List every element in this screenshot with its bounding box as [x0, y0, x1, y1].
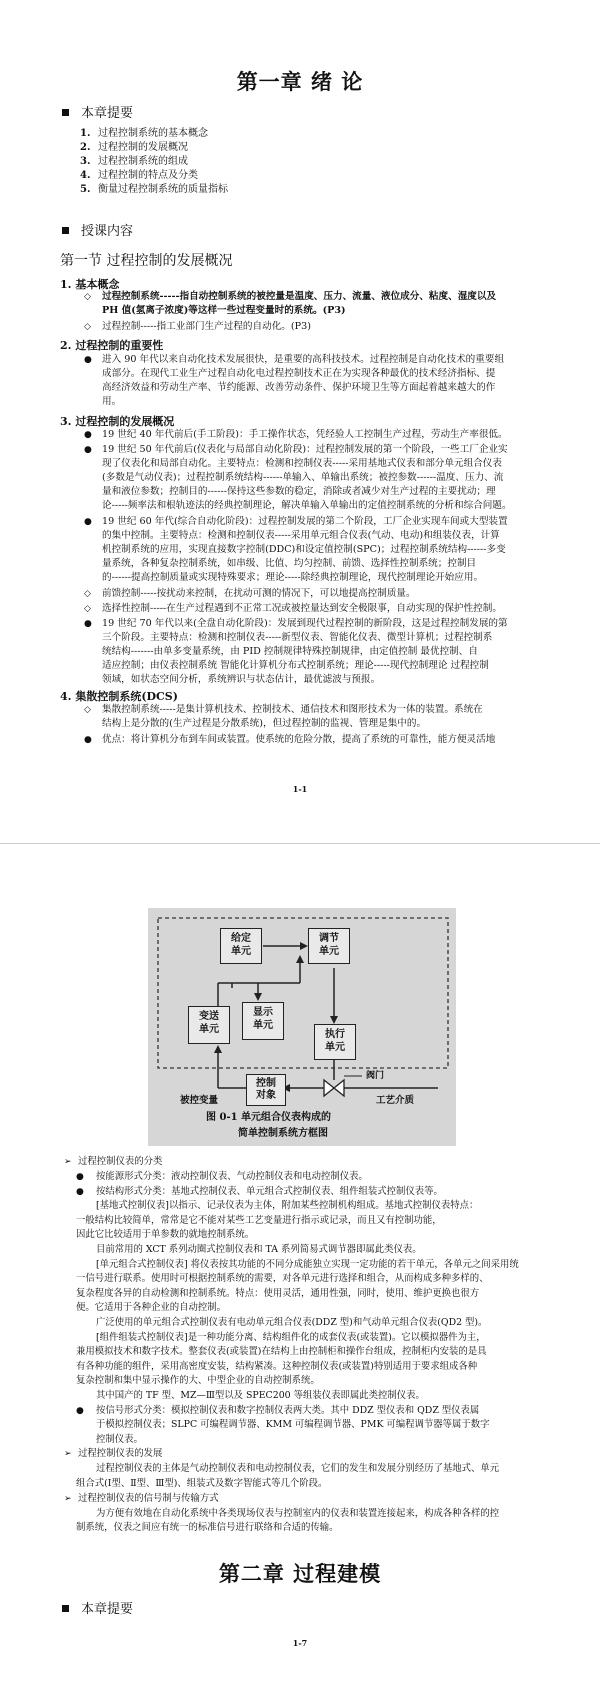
diamond-bullet-icon: ◇ — [84, 322, 91, 332]
s4-bullet-2: 优点：将计算机分布到车间或装置。使系统的危险分散，提高了系统的可靠性，能方便灵活地 — [102, 734, 496, 745]
summary-item-text: 过程控制系统的基本概念 — [98, 128, 208, 139]
dot-bullet-icon: ● — [84, 619, 92, 629]
dot-bullet-icon: ● — [84, 430, 92, 440]
s4-bullet-1 — [102, 703, 552, 731]
page2-line-text: 其中国产的 TF 型、MZ—Ⅲ型以及 SPEC200 等组装仪表即属此类控制仪表。 — [96, 1390, 425, 1401]
page-number: 1-1 — [292, 784, 308, 794]
subsection-4-title: 4. 集散控制系统(DCS) — [60, 690, 178, 703]
summary-list — [80, 127, 228, 197]
s4b1-line: 结构上是分散的(生产过程是分散系统)，但过程控制的监视、管理是集中的。 — [102, 718, 427, 729]
diamond-bullet-icon: ◇ — [84, 705, 91, 715]
page2-line-text: 于模拟控制仪表；SLPC 可编程调节器、KMM 可编程调节器、PMK 可编程调节器等属于数字 — [96, 1419, 490, 1431]
s3b6-line: 三个阶段。主要特点：检测和控制仪表-----新型仪表、智能化仪表、微型计算机；过程控制系 — [102, 632, 493, 643]
teaching-heading — [62, 220, 133, 239]
process-object-box: 控制 对象 — [246, 1074, 286, 1106]
page-divider — [0, 843, 600, 844]
dot-bullet-icon: ● — [76, 1405, 84, 1416]
s4b1-line: 集散控制系统-----是集计算机技术、控制技术、通信技术和图形技术为一体的装置。系统在 — [102, 704, 483, 715]
arrow-bullet-icon: ➢ — [64, 1157, 72, 1167]
s3b2-line: (多数是气动仪表)；过程控制系统结构------单输入、单输出系统；被控参数------温度、压力、流 — [102, 472, 504, 483]
s3b2-line: 量和液位参数；控制目的------保持这些参数的稳定，消除或者减少对生产过程的主要扰动；理 — [102, 486, 496, 497]
page2-line-text: 兼用模拟技术和数字技术。整套仪表(或装置)在结构上由控制柜和操作台组成，控制柜内安装的是具 — [76, 1346, 487, 1358]
dot-bullet-icon: ● — [84, 735, 92, 745]
chapter2-title: 第二章 过程建模 — [218, 1561, 382, 1586]
display-unit-box: 显示 单元 — [242, 1002, 284, 1040]
s3b2-line: 论-----频率法和根轨迹法的经典控制理论，解决单输入单输出的定值控制系统的分析和综合问题。 — [102, 500, 512, 511]
s3b3-line: 机控制系统的应用，实现直接数字控制(DDC)和设定值控制(SPC)；过程控制系统结构------多变 — [102, 544, 506, 555]
s3b6-line: 领域，如状态空间分析，系统辨识与状态估计，最优滤波与预报。 — [102, 674, 381, 685]
summary-item-number: 1. — [80, 128, 91, 139]
process-medium-label: 工艺介质 — [376, 1095, 415, 1106]
summary-item-text: 过程控制的特点及分类 — [98, 170, 198, 181]
dot-bullet-icon: ● — [84, 445, 92, 455]
summary-item-number: 2. — [80, 142, 91, 153]
page2-line-text: 组合式(Ⅰ型、Ⅱ型、Ⅲ型)、组装式及数字智能式等几个阶段。 — [76, 1478, 328, 1489]
s1-b1-line2: PH 值(氢离子浓度)等这样一些过程变量时的系统。(P3) — [102, 305, 346, 316]
s2p-line: 进入 90 年代以来自动化技术发展很快，是重要的高科技技术。过程控制是自动化技术的重要组 — [102, 354, 505, 365]
page2-line-text: 复杂控制和集中显示操作的大、中型企业的自动控制系统。 — [76, 1375, 320, 1387]
teaching-heading-text: 授课内容 — [81, 224, 134, 239]
page2-line-text: 控制仪表。 — [96, 1433, 143, 1445]
actuator-unit-box: 执行 单元 — [314, 1024, 356, 1060]
s2-paragraph — [102, 353, 552, 409]
s2p-line: 成部分。在现代工业生产过程自动化电过程控制技术正在为实现各种最优的技术经济指标、提 — [102, 368, 496, 379]
square-bullet-icon — [62, 227, 69, 234]
arrow-bullet-icon: ➢ — [64, 1493, 72, 1504]
square-bullet-icon — [62, 109, 69, 116]
s3-bullet-4: 前馈控制-----按扰动来控制，在扰动可测的情况下，可以地提高控制质量。 — [102, 588, 416, 599]
valve-label: 阀门 — [366, 1071, 385, 1081]
s1-bullet-1 — [102, 290, 542, 318]
page2-line-text: 为方便有效地在自动化系统中各类现场仪表与控制室内的仪表和装置连接起来，构成各种各样的控 — [96, 1507, 500, 1519]
block-diagram-figure — [148, 908, 456, 1146]
s3b2-line: 现了仪表化和局部自动化。主要特点：检测和控制仪表-----采用基地式仪表和部分单元组合仪表 — [102, 458, 502, 469]
s3b6-line: 19 世纪 70 年代以来(全盘自动化阶段)：发展到现代过程控制的新阶段，这是过程控制发展的第 — [102, 618, 508, 629]
s3-bullet-1: 19 世纪 40 年代前后(手工阶段)：手工操作状态，凭经验人工控制生产过程，劳动生产率很低。 — [102, 429, 508, 440]
page2-line-text: 按结构形式分类：基地式控制仪表、单元组合式控制仪表、组件组装式控制仪表等。 — [96, 1185, 443, 1197]
diamond-bullet-icon: ◇ — [84, 604, 91, 614]
page2-line-text: 广泛使用的单元组合式控制仪表有电动单元组合仪表(DDZ 型)和气动单元组合仪表(QD2 型)。 — [96, 1317, 488, 1328]
page2-line-text: 有各种功能的组件，采用高密度安装，结构紧凑。这种控制仪表(或装置)特别适用于要求组成各种 — [76, 1360, 478, 1372]
s3b3-line: 的集中控制。主要特点：检测和控制仪表-----采用单元组合仪表(气动、电动)和组装仪表，计算 — [102, 530, 500, 541]
s3b3-line: 19 世纪 60 年代(综合自动化阶段)：过程控制发展的第二个阶段，工厂企业实现车间或大型装置 — [102, 516, 508, 527]
summary-item — [80, 155, 228, 169]
s3b3-line: 量系统，各种复杂控制系统，如串级、比值、均匀控制、前馈、选择性控制系统；控制目 — [102, 558, 477, 569]
page2-line-text: 按信号形式分类：模拟控制仪表和数字控制仪表两大类。其中 DDZ 型仪表和 QDZ 型仪表属 — [96, 1404, 480, 1416]
dot-bullet-icon: ● — [76, 1172, 84, 1182]
transmitter-unit-box: 变送 单元 — [188, 1006, 230, 1044]
summary-heading-text: 本章提要 — [81, 106, 134, 121]
summary-item-number: 3. — [80, 156, 91, 167]
regulator-unit-box: 调节 单元 — [308, 928, 350, 964]
s3b6-line: 适应控制；由仪表控制系统 智能化计算机分布式控制系统；理论-----现代控制理论 过程控制 — [102, 660, 489, 671]
diamond-bullet-icon: ◇ — [84, 292, 91, 302]
subsection-1-title: 1. 基本概念 — [60, 278, 120, 291]
page2-line-text: 过程控制仪表的发展 — [78, 1448, 163, 1460]
page2-line-text: 一信号进行联系。使用时可根据控制系统的需要，对各单元进行选择和组合，从而构成多种多样的、 — [76, 1273, 489, 1285]
controlled-variable-label: 被控变量 — [180, 1095, 219, 1106]
summary-item — [80, 169, 228, 183]
summary-heading — [62, 102, 133, 121]
setpoint-unit-box: 给定 单元 — [220, 928, 262, 964]
summary-item-text: 过程控制的发展概况 — [98, 142, 188, 153]
figure-caption-line2: 简单控制系统方框图 — [238, 1128, 328, 1139]
subsection-2-title: 2. 过程控制的重要性 — [60, 339, 164, 352]
page2-line-text: 一般结构比较简单，常常是它不能对某些工艺变量进行指示或记录，而且又有控制功能， — [76, 1214, 442, 1226]
arrow-bullet-icon: ➢ — [64, 1449, 72, 1460]
page2-line-text: 过程控制仪表的主体是气动控制仪表和电动控制仪表，它们的发生和发展分别经历了基地式、单元 — [96, 1463, 500, 1475]
page2-line-text: 复杂程度各异的自动检测和控制系统。特点：使用灵活，通用性强，同时，使用、维护更换也很方 — [76, 1287, 480, 1299]
dot-bullet-icon: ● — [84, 355, 92, 365]
diamond-bullet-icon: ◇ — [84, 589, 91, 599]
s3b2-line: 19 世纪 50 年代前后(仪表化与局部自动化阶段)：过程控制发展的第一个阶段，一些工厂企业实 — [102, 444, 508, 455]
s3-bullet-3 — [102, 515, 552, 585]
page-number-2: 1-7 — [292, 1638, 308, 1648]
page2-line-text: 过程控制仪表的分类 — [78, 1156, 163, 1167]
s2p-line: 高经济效益和劳动生产率、节约能源、改善劳动条件、保护环境卫生等方面起着越来越大的作 — [102, 382, 496, 393]
page2-line-text: 按能源形式分类：液动控制仪表、气动控制仪表和电动控制仪表。 — [96, 1171, 368, 1182]
figure-caption-line1: 图 0-1 单元组合仪表构成的 — [206, 1112, 332, 1123]
page2-line-text: 因此它比较适用于单参数的就地控制系统。 — [76, 1229, 255, 1241]
page2-line-text: [基地式控制仪表]以指示、记录仪表为主体，附加某些控制机构组成。基地式控制仪表特点： — [96, 1200, 479, 1212]
s2p-line: 用。 — [102, 396, 122, 407]
page2-line-text: 制系统，仪表之间应有统一的标准信号进行联络和合适的传输。 — [76, 1522, 339, 1534]
page2-line-text: [单元组合式控制仪表] 将仪表按其功能的不同分成能独立实现一定功能的若干单元，各单元之间采用统 — [96, 1258, 519, 1270]
dot-bullet-icon: ● — [84, 517, 92, 527]
summary-item-text: 衡量过程控制系统的质量指标 — [98, 184, 228, 195]
s1-b1-line1: 过程控制系统-----指自动控制系统的被控量是温度、压力、流量、液位成分、粘度、湿度以及 — [102, 291, 497, 302]
chapter-title: 第一章 绪 论 — [236, 69, 364, 94]
s1-bullet-2: 过程控制-----指工业部门生产过程的自动化。(P3) — [102, 321, 311, 332]
summary-item — [80, 141, 228, 155]
square-bullet-icon — [62, 1605, 69, 1612]
dot-bullet-icon: ● — [76, 1186, 84, 1197]
page2-line-text: [组件组装式控制仪表]是一种功能分离、结构组件化的成套仪表(或装置)。它以模拟器件为主， — [96, 1331, 486, 1343]
s3b6-line: 统结构-------由单多变量系统，由 PID 控制规律特殊控制规律，由定值控制 最优控制、自 — [102, 646, 478, 657]
chapter2-summary-heading — [62, 1598, 133, 1617]
page2-line-text: 目前常用的 XCT 系列动圈式控制仪表和 TA 系列简易式调节器即属此类仪表。 — [96, 1244, 422, 1255]
subsection-3-title: 3. 过程控制的发展概况 — [60, 415, 175, 428]
section-title: 第一节 过程控制的发展概况 — [60, 253, 233, 269]
s3b3-line: 的------提高控制质量或实现特殊要求；理论-----除经典控制理论，现代控制理论开始应用。 — [102, 572, 484, 583]
chapter2-summary-heading-text: 本章提要 — [81, 1602, 134, 1617]
summary-item — [80, 127, 228, 141]
page2-line-text: 过程控制仪表的信号制与传输方式 — [78, 1492, 219, 1504]
s3-bullet-6 — [102, 617, 552, 687]
page2-line-text: 便。它适用于各种企业的自动控制。 — [76, 1302, 227, 1314]
summary-item-number: 4. — [80, 170, 91, 181]
s3-bullet-2 — [102, 443, 552, 513]
s3-bullet-5: 选择性控制-----在生产过程遇到不正常工况或被控量达到安全极限事，自动实现的保护性控制。 — [102, 603, 502, 614]
summary-item-text: 过程控制系统的组成 — [98, 156, 188, 167]
summary-item-number: 5. — [80, 184, 91, 195]
summary-item — [80, 183, 228, 197]
